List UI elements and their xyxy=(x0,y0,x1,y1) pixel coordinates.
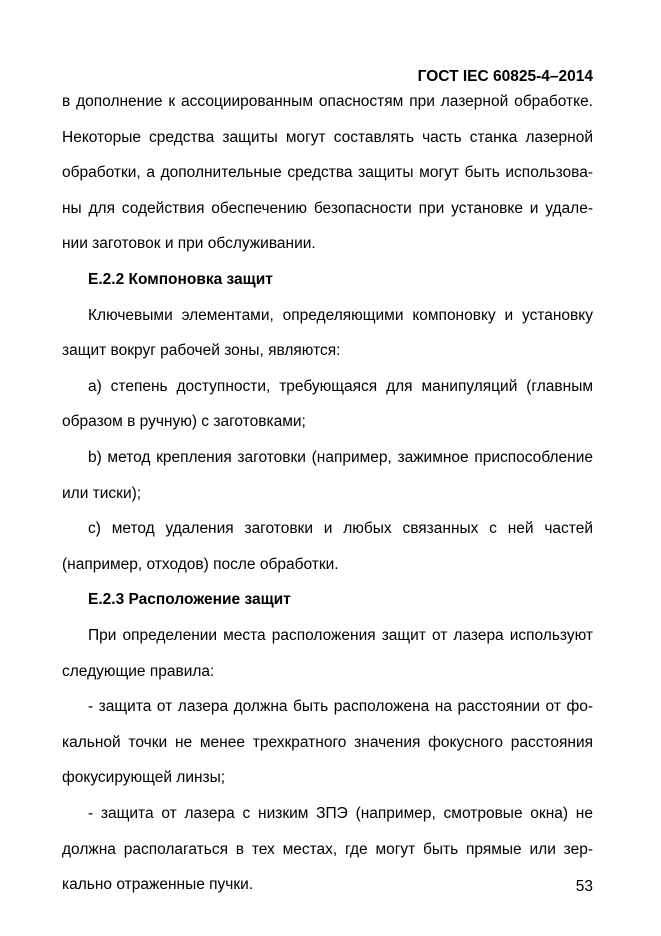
text-line: или тиски); xyxy=(62,484,142,502)
text-line: с) метод удаления заготовки и любых связанных с ней частей xyxy=(88,520,593,538)
text-line: b) метод крепления заготовки (например, зажимное приспособление xyxy=(88,449,593,466)
text-line: ны для содействия обеспечению безопасности при установке и удале- xyxy=(62,199,593,217)
text-line: Некоторые средства защиты могут составлять часть станка лазерной xyxy=(62,128,593,146)
section-heading: Е.2.2 Компоновка защит xyxy=(88,271,273,288)
text-line: (например, отходов) после обработки. xyxy=(62,555,339,573)
document-header: ГОСТ IEC 60825-4–2014 xyxy=(417,68,593,85)
text-line: следующие правила: xyxy=(62,662,215,680)
text-line: в дополнение к ассоциированным опасностям при лазерной обработке. xyxy=(62,93,593,110)
text-line: защит вокруг рабочей зоны, являются: xyxy=(62,342,341,360)
text-line: а) степень доступности, требующаяся для манипуляций (главным xyxy=(88,377,593,395)
page-number: 53 xyxy=(575,878,593,895)
text-line: фокусирующей линзы; xyxy=(62,769,226,787)
text-line: При определении места расположения защит от лазера используют xyxy=(88,627,593,644)
text-line: нии заготовок и при обслуживании. xyxy=(62,235,316,253)
text-line: - защита от лазера с низким ЗПЭ (например, смотровые окна) не xyxy=(88,805,593,822)
text-line: - защита от лазера должна быть расположена на расстоянии от фо- xyxy=(88,698,593,716)
text-line: образом в ручную) с заготовками; xyxy=(62,413,306,431)
text-line: кальной точки не менее трехкратного значения фокусного расстояния xyxy=(62,733,593,751)
section-heading: Е.2.3 Расположение защит xyxy=(88,591,291,609)
text-line: Ключевыми элементами, определяющими компоновку и установку xyxy=(88,306,593,324)
text-line: должна располагаться в тех местах, где могут быть прямые или зер- xyxy=(62,840,593,858)
text-line: обработки, а дополнительные средства защиты могут быть использова- xyxy=(62,164,593,182)
text-line: кально отраженные пучки. xyxy=(62,876,254,894)
